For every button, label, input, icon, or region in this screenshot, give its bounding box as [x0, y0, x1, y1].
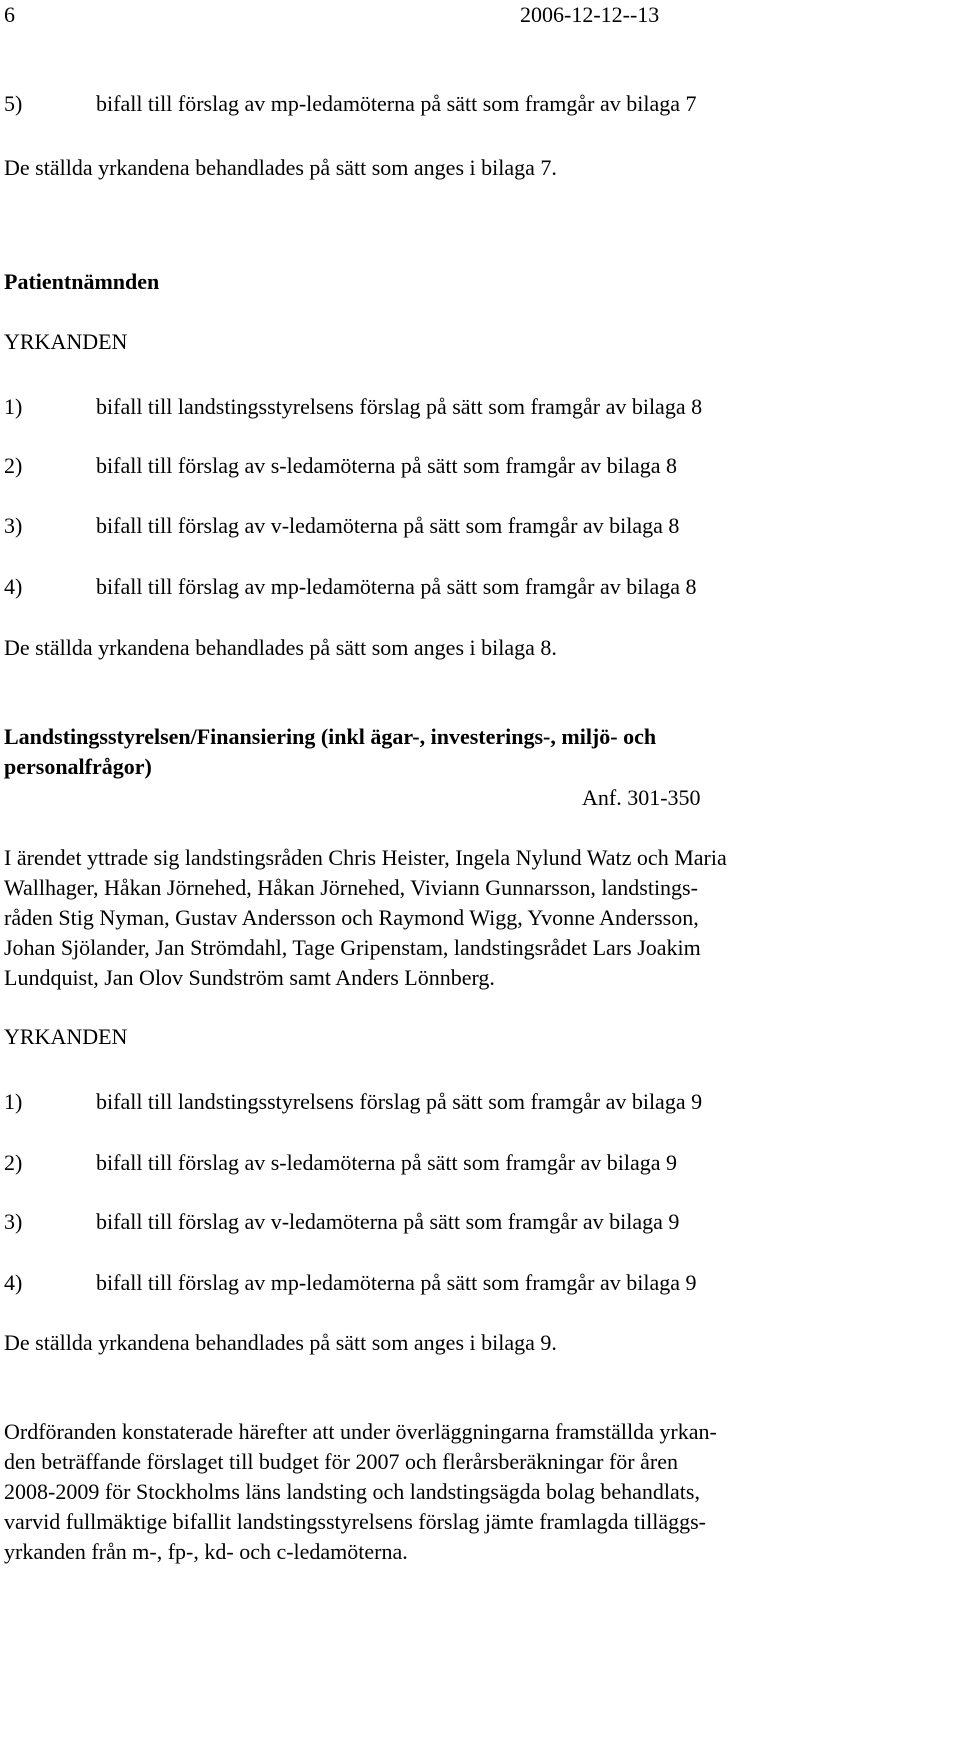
section-heading-continued: personalfrågor)	[4, 754, 152, 779]
item-number: 4)	[4, 574, 23, 599]
item-number: 4)	[4, 1270, 23, 1295]
speakers-paragraph	[4, 843, 956, 993]
item-text: bifall till förslag av mp-ledamöterna på sätt som framgår av bilaga 8	[96, 574, 697, 599]
item-text: bifall till landstingsstyrelsens förslag på sätt som framgår av bilaga 9	[96, 1089, 703, 1114]
section-heading: Patientnämnden	[4, 269, 160, 294]
item-text: bifall till förslag av s-ledamöterna på sätt som framgår av bilaga 9	[96, 1150, 677, 1175]
page-number: 6	[4, 2, 15, 27]
item-text: bifall till förslag av s-ledamöterna på sätt som framgår av bilaga 8	[96, 453, 677, 478]
paragraph-line: Lundquist, Jan Olov Sundström samt Anders Lönnberg.	[4, 965, 495, 990]
paragraph-line: den beträffande förslaget till budget för 2007 och flerårsberäkningar för åren	[4, 1449, 678, 1474]
item-text: bifall till förslag av v-ledamöterna på sätt som framgår av bilaga 8	[96, 513, 680, 538]
item-number: 2)	[4, 1150, 23, 1175]
closing-paragraph	[4, 1417, 956, 1567]
paragraph-line: råden Stig Nyman, Gustav Andersson och Raymond Wigg, Yvonne Andersson,	[4, 905, 699, 930]
item-text: bifall till förslag av mp-ledamöterna på sätt som framgår av bilaga 9	[96, 1270, 697, 1295]
yrkanden-label: YRKANDEN	[4, 1024, 128, 1049]
conclusion-text: De ställda yrkandena behandlades på sätt som anges i bilaga 9.	[4, 1330, 557, 1355]
reference-number: Anf. 301-350	[582, 785, 701, 810]
item-number: 3)	[4, 513, 23, 538]
section-heading: Landstingsstyrelsen/Finansiering (inkl ägar-, investerings-, miljö- och	[4, 724, 657, 749]
yrkanden-label: YRKANDEN	[4, 329, 128, 354]
item-text: bifall till förslag av v-ledamöterna på sätt som framgår av bilaga 9	[96, 1209, 680, 1234]
item-number: 1)	[4, 1089, 23, 1114]
paragraph-line: Wallhager, Håkan Jörnehed, Håkan Jörnehed, Viviann Gunnarsson, landstings-	[4, 875, 698, 900]
item-number: 1)	[4, 394, 23, 419]
item-number: 3)	[4, 1209, 23, 1234]
paragraph-line: Ordföranden konstaterade härefter att under överläggningarna framställda yrkan-	[4, 1419, 717, 1444]
paragraph-line: Johan Sjölander, Jan Strömdahl, Tage Gripenstam, landstingsrådet Lars Joakim	[4, 935, 701, 960]
conclusion-text: De ställda yrkandena behandlades på sätt som anges i bilaga 8.	[4, 635, 557, 660]
paragraph-line: 2008-2009 för Stockholms läns landsting och landstingsägda bolag behandlats,	[4, 1479, 700, 1504]
item-text: bifall till förslag av mp-ledamöterna på sätt som framgår av bilaga 7	[96, 91, 697, 116]
paragraph-line: yrkanden från m-, fp-, kd- och c-ledamöterna.	[4, 1539, 408, 1564]
item-number: 5)	[4, 91, 23, 116]
item-number: 2)	[4, 453, 23, 478]
paragraph-line: I ärendet yttrade sig landstingsråden Chris Heister, Ingela Nylund Watz och Maria	[4, 845, 727, 870]
paragraph-line: varvid fullmäktige bifallit landstingsstyrelsens förslag jämte framlagda tilläggs-	[4, 1509, 706, 1534]
document-date: 2006-12-12--13	[520, 2, 660, 27]
conclusion-text: De ställda yrkandena behandlades på sätt som anges i bilaga 7.	[4, 155, 557, 180]
item-text: bifall till landstingsstyrelsens förslag på sätt som framgår av bilaga 8	[96, 394, 703, 419]
